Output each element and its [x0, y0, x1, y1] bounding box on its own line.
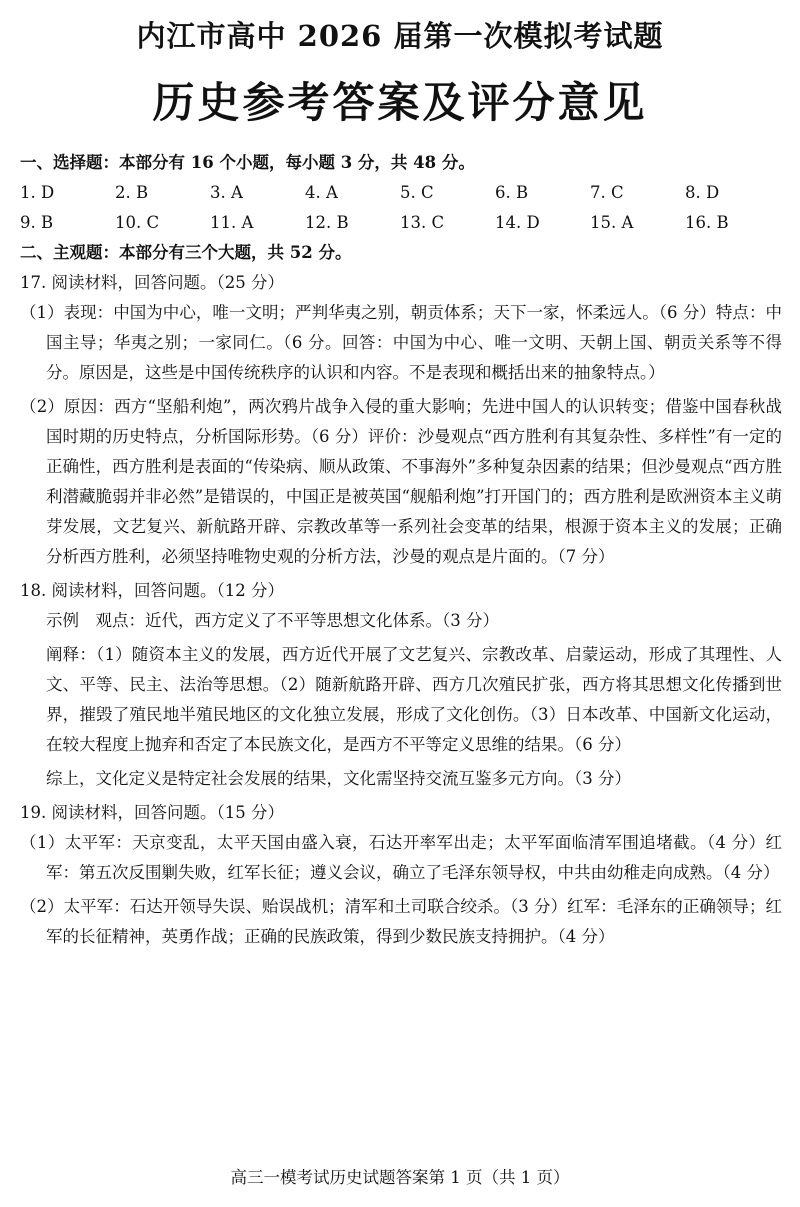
mc-answer: 10. C — [115, 213, 160, 232]
mc-answer: 5. C — [400, 183, 434, 202]
answer-content — [20, 148, 782, 956]
mc-answer-row — [20, 178, 782, 208]
section-heading-multiple-choice: 一、选择题：本部分有 16 个小题，每小题 3 分，共 48 分。 — [20, 153, 475, 172]
page-footer: 高三一模考试历史试题答案第 1 页（共 1 页） — [230, 1168, 570, 1187]
mc-answer: 1. D — [20, 183, 55, 202]
question-18-summary: 综上，文化定义是特定社会发展的结果，文化需坚持交流互鉴多元方向。（3 分） — [46, 769, 631, 788]
question-19-part-2: （2）太平军：石达开领导失误、贻误战机；清军和土司联合绞杀。（3 分）红军：毛泽东的正确领导；红军的长征精神，英勇作战；正确的民族政策，得到少数民族支持拥护。（4 分） — [20, 897, 782, 946]
question-18-explanation: 阐释：（1）随资本主义的发展，西方近代开展了文艺复兴、宗教改革、启蒙运动，形成了其理性、人文、平等、民主、法治等思想。（2）随新航路开辟、西方几次殖民扩张，西方将其思想文化传播到世界，摧毁了殖民地半殖民地区的文化独立发展，形成了文化创伤。（3）日本改革、中国新文化运动，在较大程度上抛弃和否定了本民族文化，是西方不平等定义思维的结果。（6 分） — [46, 645, 782, 754]
exam-title: 内江市高中 2026 届第一次模拟考试题 — [136, 19, 664, 53]
question-18-example: 示例 观点：近代，西方定义了不平等思想文化体系。（3 分） — [46, 611, 499, 630]
question-17-heading: 17. 阅读材料，回答问题。（25 分） — [20, 273, 284, 292]
mc-answer: 3. A — [210, 183, 243, 202]
section-heading-subjective: 二、主观题：本部分有三个大题，共 52 分。 — [20, 243, 352, 262]
mc-answer: 9. B — [20, 213, 54, 232]
question-18-heading: 18. 阅读材料，回答问题。（12 分） — [20, 581, 284, 600]
mc-answer: 13. C — [400, 213, 445, 232]
document-title: 历史参考答案及评分意见 — [152, 78, 648, 127]
mc-answer: 2. B — [115, 183, 149, 202]
question-17-part-2: （2）原因：西方“坚船利炮”，两次鸦片战争入侵的重大影响；先进中国人的认识转变；借鉴中国春秋战国时期的历史特点，分析国际形势。（6 分）评价：沙曼观点“西方胜利有其复杂性、多样性”有一定的正确性，西方胜利是表面的“传染病、顺从政策、不事海外”多种复杂因素的结果；但沙曼观点“西方胜利潜藏脆弱并非必然”是错误的，中国正是被英国“舰船利炮”打开国门的；西方胜利是欧洲资本主义萌芽发展，文艺复兴、新航路开辟、宗教改革等一系列社会变革的结果，根源于资本主义的发展；正确分析西方胜利，必须坚持唯物史观的分析方法，沙曼的观点是片面的。（7 分） — [20, 397, 782, 566]
question-19-part-1: （1）太平军：天京变乱，太平天国由盛入衰，石达开率军出走；太平军面临清军围追堵截。（4 分）红军：第五次反围剿失败，红军长征；遵义会议，确立了毛泽东领导权，中共由幼稚走向成熟。（4 分） — [20, 833, 782, 882]
mc-answer: 15. A — [590, 213, 634, 232]
mc-answer-row — [20, 208, 782, 238]
mc-answer: 12. B — [305, 213, 349, 232]
mc-answer: 6. B — [495, 183, 529, 202]
question-19-heading: 19. 阅读材料，回答问题。（15 分） — [20, 803, 284, 822]
mc-answer: 14. D — [495, 213, 540, 232]
mc-answer: 16. B — [685, 213, 729, 232]
question-17-part-1: （1）表现：中国为中心，唯一文明；严判华夷之别，朝贡体系；天下一家，怀柔远人。（6 分）特点：中国主导；华夷之别；一家同仁。（6 分。回答：中国为中心、唯一文明、天朝上国、朝贡关系等不得分。原因是，这些是中国传统秩序的认识和内容。不是表现和概括出来的抽象特点。） — [20, 303, 782, 382]
mc-answer: 4. A — [305, 183, 338, 202]
mc-answer: 8. D — [685, 183, 720, 202]
mc-answer: 11. A — [210, 213, 254, 232]
mc-answer: 7. C — [590, 183, 624, 202]
